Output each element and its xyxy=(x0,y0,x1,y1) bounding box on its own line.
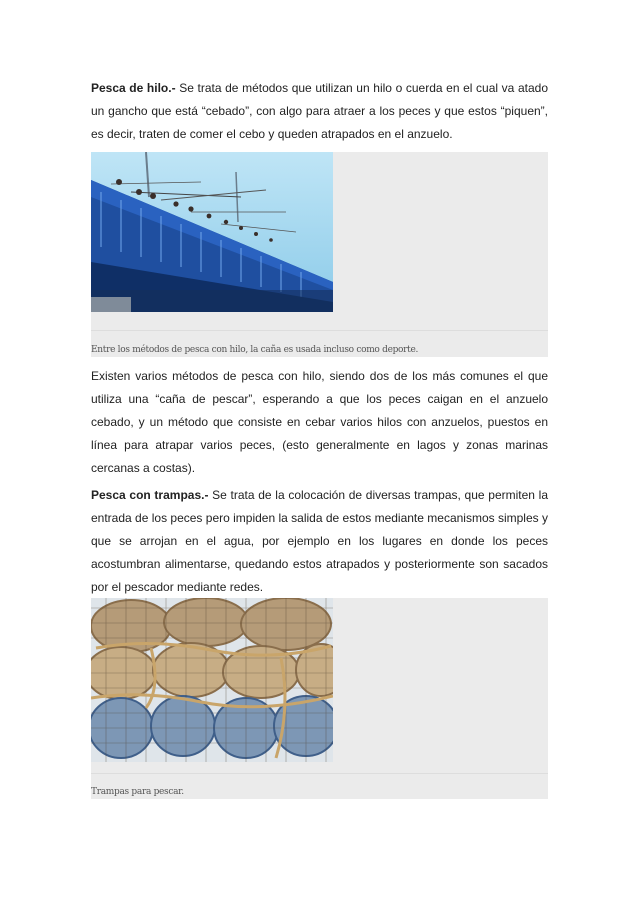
paragraph-pesca-de-hilo xyxy=(91,77,548,146)
heading-pesca-de-hilo: Pesca de hilo.- xyxy=(91,81,176,95)
paragraph-metodos xyxy=(91,365,548,480)
text-metodos: Existen varios métodos de pesca con hilo, siendo dos de los más comunes el que utiliza una “caña de pescar”, esperando a que los peces caigan en el anzuelo cebado, y un método que consiste en cebar varios hilos con anzuelos, puestos en línea para atrapar varios peces, (esto generalmente en lagos y zonas marinas cercanas a costas). xyxy=(91,369,548,475)
bridge-fishing-photo xyxy=(91,152,333,312)
caption-bridge: Entre los métodos de pesca con hilo, la caña es usada incluso como deporte. xyxy=(91,345,419,355)
figure-traps xyxy=(91,598,548,799)
text-pesca-con-trampas: Se trata de la colocación de diversas trampas, que permiten la entrada de los peces pero impiden la salida de estos mediante mecanismos simples y que se arrojan en el agua, por ejemplo en los lugares en donde los peces acostumbran alimentarse, quedando estos atrapados y posteriormente son sacados por el pescador mediante redes. xyxy=(91,488,548,594)
caption-divider xyxy=(91,773,548,774)
text-pesca-de-hilo: Se trata de métodos que utilizan un hilo o cuerda en el cual va atado un gancho que está “cebado”, con algo para atraer a los peces y que estos “piquen”, es decir, traten de comer el cebo y queden atrapados en el anzuelo. xyxy=(91,81,549,141)
figure-bridge xyxy=(91,152,548,357)
heading-pesca-con-trampas: Pesca con trampas.- xyxy=(91,488,209,502)
caption-traps: Trampas para pescar. xyxy=(91,787,184,797)
caption-divider xyxy=(91,330,548,331)
paragraph-pesca-con-trampas xyxy=(91,484,548,599)
fish-traps-photo xyxy=(91,598,333,762)
